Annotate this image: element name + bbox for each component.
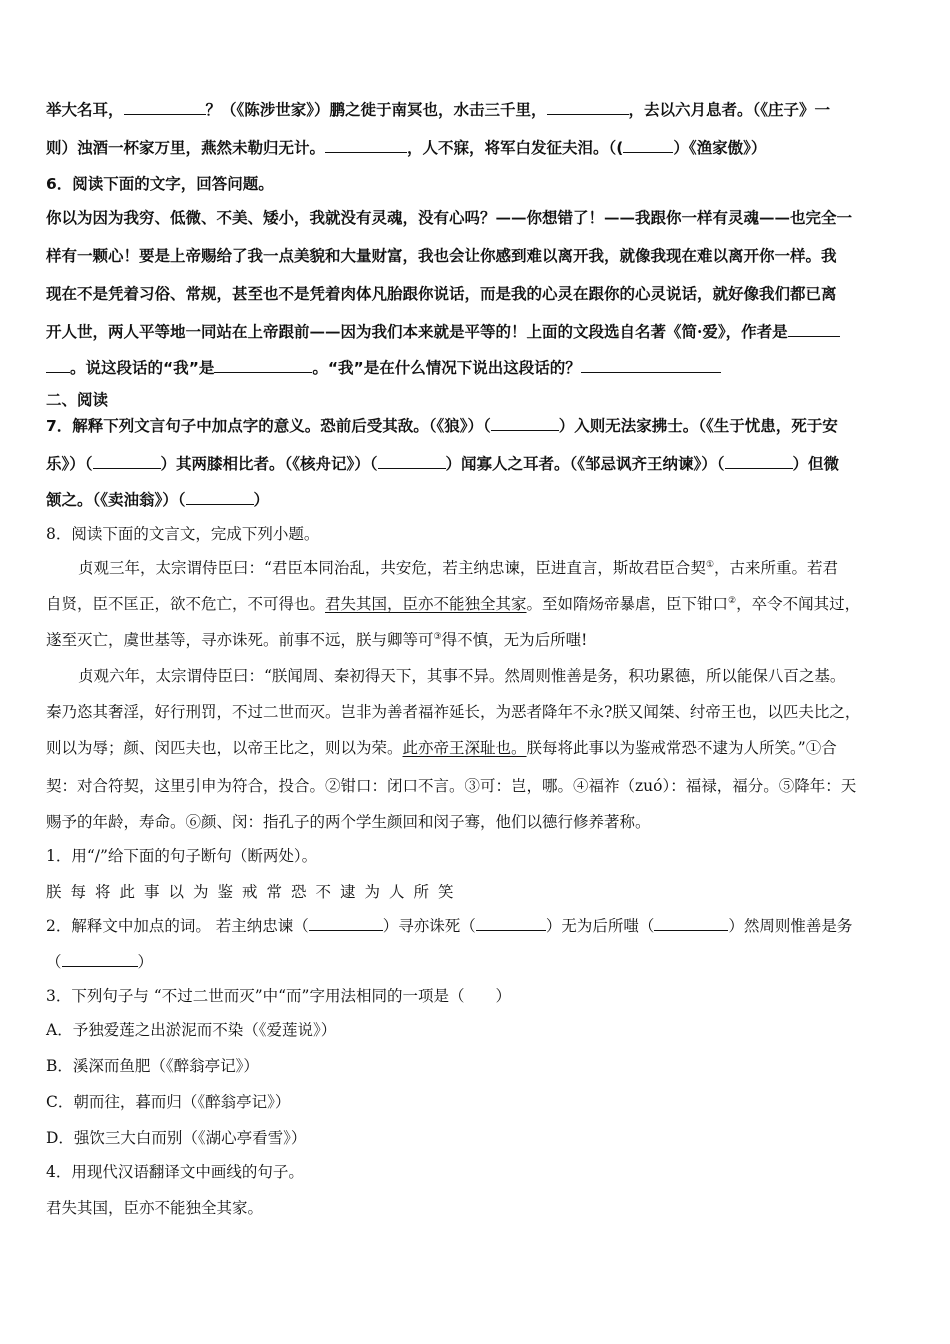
- text: ）其两膝相比者。（《核舟记》）（: [160, 455, 378, 473]
- sub-question-3: 3．下列句子与 “不过二世而灭”中“而”字用法相同的一项是（ ）: [46, 987, 511, 1005]
- text: ）: [253, 491, 270, 509]
- text: 朕每将此事以为鉴戒常恐不逮为人所笑。”①合: [526, 739, 837, 757]
- text: 7．解释下列文言句子中加点字的意义。恐前后受其敌。（《狼》）（: [46, 417, 491, 435]
- text: ）无为后所嗤（: [545, 917, 655, 935]
- text: 。说这段话的“我”是: [70, 359, 215, 377]
- answer-blank[interactable]: [725, 454, 793, 469]
- text: ）但微: [792, 455, 840, 473]
- footnote-line: 契：对合符契，这里引申为符合，投合。②钳口：闭口不言。③可：岂，哪。④福祚（zuó）：福禄，福分。⑤降年：天: [46, 777, 857, 795]
- text: ）闻寡人之耳者。（《邹忌讽齐王纳谏》）（: [445, 455, 725, 473]
- footnote-line: 赐予的年龄，寿命。⑥颜、闵：指孔子的两个学生颜回和闵子骞，他们以德行修养著称。: [46, 813, 651, 831]
- footnote-marker: ①: [705, 559, 715, 570]
- answer-blank[interactable]: [309, 916, 383, 931]
- answer-blank[interactable]: [378, 454, 446, 469]
- sub-question-1: 1．用“/”给下面的句子断句（断两处）。: [46, 847, 318, 865]
- text: ）: [137, 953, 154, 971]
- footnote-marker: ②: [728, 595, 737, 606]
- answer-blank[interactable]: [654, 916, 728, 931]
- section-title: 二、阅读: [46, 391, 109, 409]
- text: 则）浊酒一杯家万里，燕然未勒归无计。: [46, 139, 326, 157]
- q6-passage-line: 你以为因为我穷、低微、不美、矮小，我就没有灵魂，没有心吗？——你想错了！——我跟你一样有灵魂——也完全一: [46, 208, 853, 227]
- answer-blank[interactable]: [623, 138, 673, 153]
- underlined-sentence: 君失其国，臣亦不能独全其家: [325, 595, 527, 613]
- text: 举大名耳，: [46, 101, 124, 119]
- q8-passage-line: [46, 738, 837, 758]
- answer-blank[interactable]: [62, 952, 138, 967]
- q6-question-line: [46, 358, 721, 378]
- text: ，去以六月息者。（《庄子》一: [628, 101, 831, 119]
- answer-blank[interactable]: [325, 138, 407, 153]
- text: ）寻亦诛死（: [382, 917, 476, 935]
- situation-blank[interactable]: [581, 358, 721, 373]
- footnote-marker: ③: [433, 631, 442, 642]
- text: ，古来所重。若君: [714, 559, 839, 577]
- text: 颔之。（《卖油翁》）（: [46, 491, 186, 509]
- answer-blank[interactable]: [476, 916, 546, 931]
- sub-question-2-cont: [46, 952, 153, 972]
- text: 贞观三年，太宗谓侍臣曰：“君臣本同治乱，共安危，若主纳忠谏，臣进直言，斯故君臣合契: [78, 559, 706, 577]
- text: ）入则无法家拂士。（《生于忧患，死于安: [558, 417, 838, 435]
- underlined-sentence: 此亦帝王深耻也。: [402, 739, 527, 757]
- text: 自贤，臣不匡正，欲不危亡，不可得也。: [46, 595, 326, 613]
- text: 。至如隋炀帝暴虐，臣下钳口: [526, 595, 729, 613]
- option-c[interactable]: C．朝而往，暮而归（《醉翁亭记》）: [46, 1093, 291, 1111]
- q6-passage-line: 现在不是凭着习俗、常规，甚至也不是凭着肉体凡胎跟你说话，而是我的心灵在跟你的心灵说话，就好像我们都已离: [46, 284, 837, 303]
- text: 得不慎，无为后所嗤!: [441, 631, 588, 649]
- q8-passage-line: 贞观六年，太宗谓侍臣曰：“朕闻周、秦初得天下，其事不异。然周则惟善是务，积功累德，所以能保八百之基。: [78, 667, 846, 685]
- text: 乐》）（: [46, 455, 93, 473]
- sub-question-1-sentence: 朕每将此事以为鉴戒常恐不逮为人所笑: [46, 883, 463, 901]
- q6-title: 6．阅读下面的文字，回答问题。: [46, 175, 274, 193]
- answer-blank[interactable]: [491, 416, 559, 431]
- q8-passage-line: 秦乃恣其奢淫，好行刑罚，不过二世而灭。岂非为善者福祚延长，为恶者降年不永?朕又闻桀、纣帝王也，以匹夫比之，: [46, 703, 861, 721]
- text: ，卒令不闻其过，: [736, 595, 861, 613]
- q8-title: 8．阅读下面的文言文，完成下列小题。: [46, 525, 320, 543]
- q6-passage-line: 样有一颗心！要是上帝赐给了我一点美貌和大量财富，我也会让你感到难以离开我，就像我现在难以离开你一样。我: [46, 246, 837, 265]
- sub-question-4-sentence: 君失其国，臣亦不能独全其家。: [46, 1199, 264, 1217]
- author-blank[interactable]: [788, 322, 840, 337]
- answer-blank[interactable]: [93, 454, 161, 469]
- text: 。“我”是在什么情况下说出这段话的？: [312, 359, 581, 377]
- q5-line-1: [46, 100, 830, 120]
- text: 开人世，两人平等地一同站在上帝跟前——因为我们本来就是平等的！上面的文段选自名著《简·爱》，作者是: [46, 322, 788, 341]
- option-b[interactable]: B．溪深而鱼肥（《醉翁亭记》）: [46, 1057, 259, 1075]
- q7-line-1: [46, 416, 838, 436]
- speaker-blank[interactable]: [214, 358, 312, 373]
- text: ，人不寐，将军白发征夫泪。（(: [407, 139, 624, 157]
- option-d[interactable]: D．强饮三大白而别（《湖心亭看雪》）: [46, 1129, 307, 1147]
- answer-blank[interactable]: [186, 490, 254, 505]
- answer-blank[interactable]: [124, 100, 206, 115]
- q8-passage-line: [46, 594, 860, 614]
- text: （: [46, 953, 62, 971]
- sub-question-4: 4．用现代汉语翻译文中画线的句子。: [46, 1163, 304, 1181]
- text: ？（《陈涉世家》）鹏之徙于南冥也，水击三千里，: [205, 101, 547, 119]
- text: 则以为辱；颜、闵匹夫也，以帝王比之，则以为荣。: [46, 739, 403, 757]
- q8-passage-line: [46, 630, 587, 650]
- author-blank-cont[interactable]: [46, 358, 70, 373]
- text: 2．解释文中加点的词。 若主纳忠谏（: [46, 917, 309, 935]
- q6-passage-line: [46, 322, 840, 342]
- option-a[interactable]: A．予独爱莲之出淤泥而不染（《爱莲说》）: [46, 1021, 337, 1039]
- text: ）然周则惟善是务: [728, 917, 853, 935]
- q5-line-2: [46, 138, 766, 158]
- q7-line-3: [46, 490, 269, 510]
- q8-passage-line: [46, 558, 838, 578]
- text: 遂至灭亡，虞世基等，寻亦诛死。前事不远，朕与卿等可: [46, 631, 434, 649]
- text: ）《渔家傲》）: [673, 139, 767, 157]
- sub-question-2: [46, 916, 852, 936]
- answer-blank[interactable]: [547, 100, 629, 115]
- q7-line-2: [46, 454, 839, 474]
